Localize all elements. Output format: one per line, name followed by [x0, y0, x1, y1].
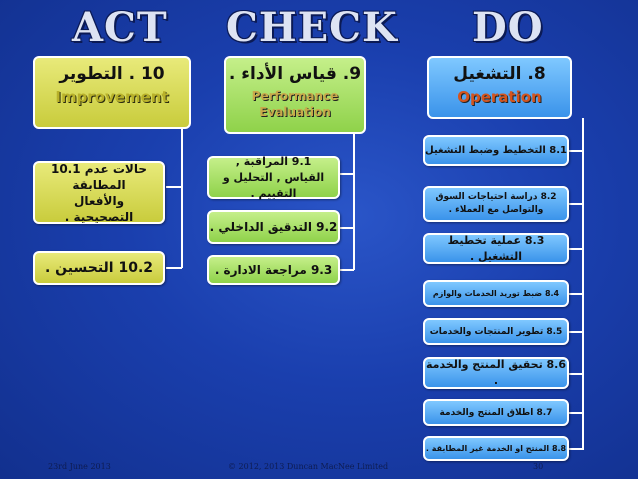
check-connector-branch-3 [340, 269, 354, 271]
check-column-title: CHECK [226, 4, 398, 51]
do-item-8-8: 8.8 المنتج او الخدمة غير المطابقة . [423, 436, 569, 461]
check-item-9-3: 9.3 مراجعة الادارة . [207, 255, 340, 285]
do-item-8-5: 8.5 تطوير المنتجات والخدمات [423, 318, 569, 345]
do-heading-arabic: 8. التشغيل [453, 64, 546, 84]
do-connector-line [582, 118, 584, 450]
do-heading-box [427, 56, 572, 119]
act-connector-branch-2 [166, 267, 182, 269]
act-connector-line [181, 128, 183, 268]
do-item-8-6: 8.6 تحقيق المنتج والخدمة . [423, 357, 569, 389]
do-item-8-1: 8.1 التخطيط وضبط التشغيل [423, 135, 569, 166]
do-item-8-2: 8.2 دراسة احتياجات السوق والتواصل مع العملاء . [423, 186, 569, 222]
do-connector-branch-2 [568, 203, 583, 205]
act-heading-english: Improvement [55, 88, 169, 106]
check-item-9-1: 9.1 المراقبة , القياس , التحليل و التقييم . [207, 156, 340, 199]
act-item-10-1: حالات عدم 10.1 المطابقة والأفعال التصحيحية . [33, 161, 165, 224]
do-connector-branch-1 [568, 150, 583, 152]
do-column-title: DO [472, 4, 544, 51]
check-heading-arabic: 9. قياس الأداء . [228, 64, 362, 84]
do-heading-english: Operation [457, 88, 542, 106]
check-item-9-2: 9.2 التدقيق الداخلي . [207, 210, 340, 244]
check-heading-box [224, 56, 366, 134]
do-connector-branch-8 [568, 448, 583, 450]
do-connector-branch-7 [568, 412, 583, 414]
check-connector-branch-2 [340, 227, 354, 229]
act-item-10-2: 10.2 التحسين . [33, 251, 165, 285]
footer-page-number: 30 [533, 462, 544, 471]
do-connector-branch-4 [568, 293, 583, 295]
footer-copyright: © 2012, 2013 Duncan MacNee Limited [228, 462, 389, 471]
do-connector-branch-5 [568, 331, 583, 333]
act-column-title: ACT [72, 4, 168, 51]
act-heading-box [33, 56, 191, 129]
do-item-8-4: 8.4 ضبط توريد الخدمات والوازم [423, 280, 569, 307]
act-heading-arabic: 10 . التطوير [59, 64, 165, 84]
check-connector-line [353, 128, 355, 270]
do-connector-branch-6 [568, 373, 583, 375]
check-connector-branch-1 [340, 173, 354, 175]
do-item-8-3: 8.3 عملية تخطيط التشغيل . [423, 233, 569, 264]
do-item-8-7: 8.7 اطلاق المنتج والخدمة [423, 399, 569, 426]
act-connector-branch-1 [166, 186, 182, 188]
check-heading-english: Performance Evaluation [251, 89, 339, 119]
do-connector-branch-3 [568, 248, 583, 250]
footer-date: 23rd June 2013 [48, 462, 111, 471]
